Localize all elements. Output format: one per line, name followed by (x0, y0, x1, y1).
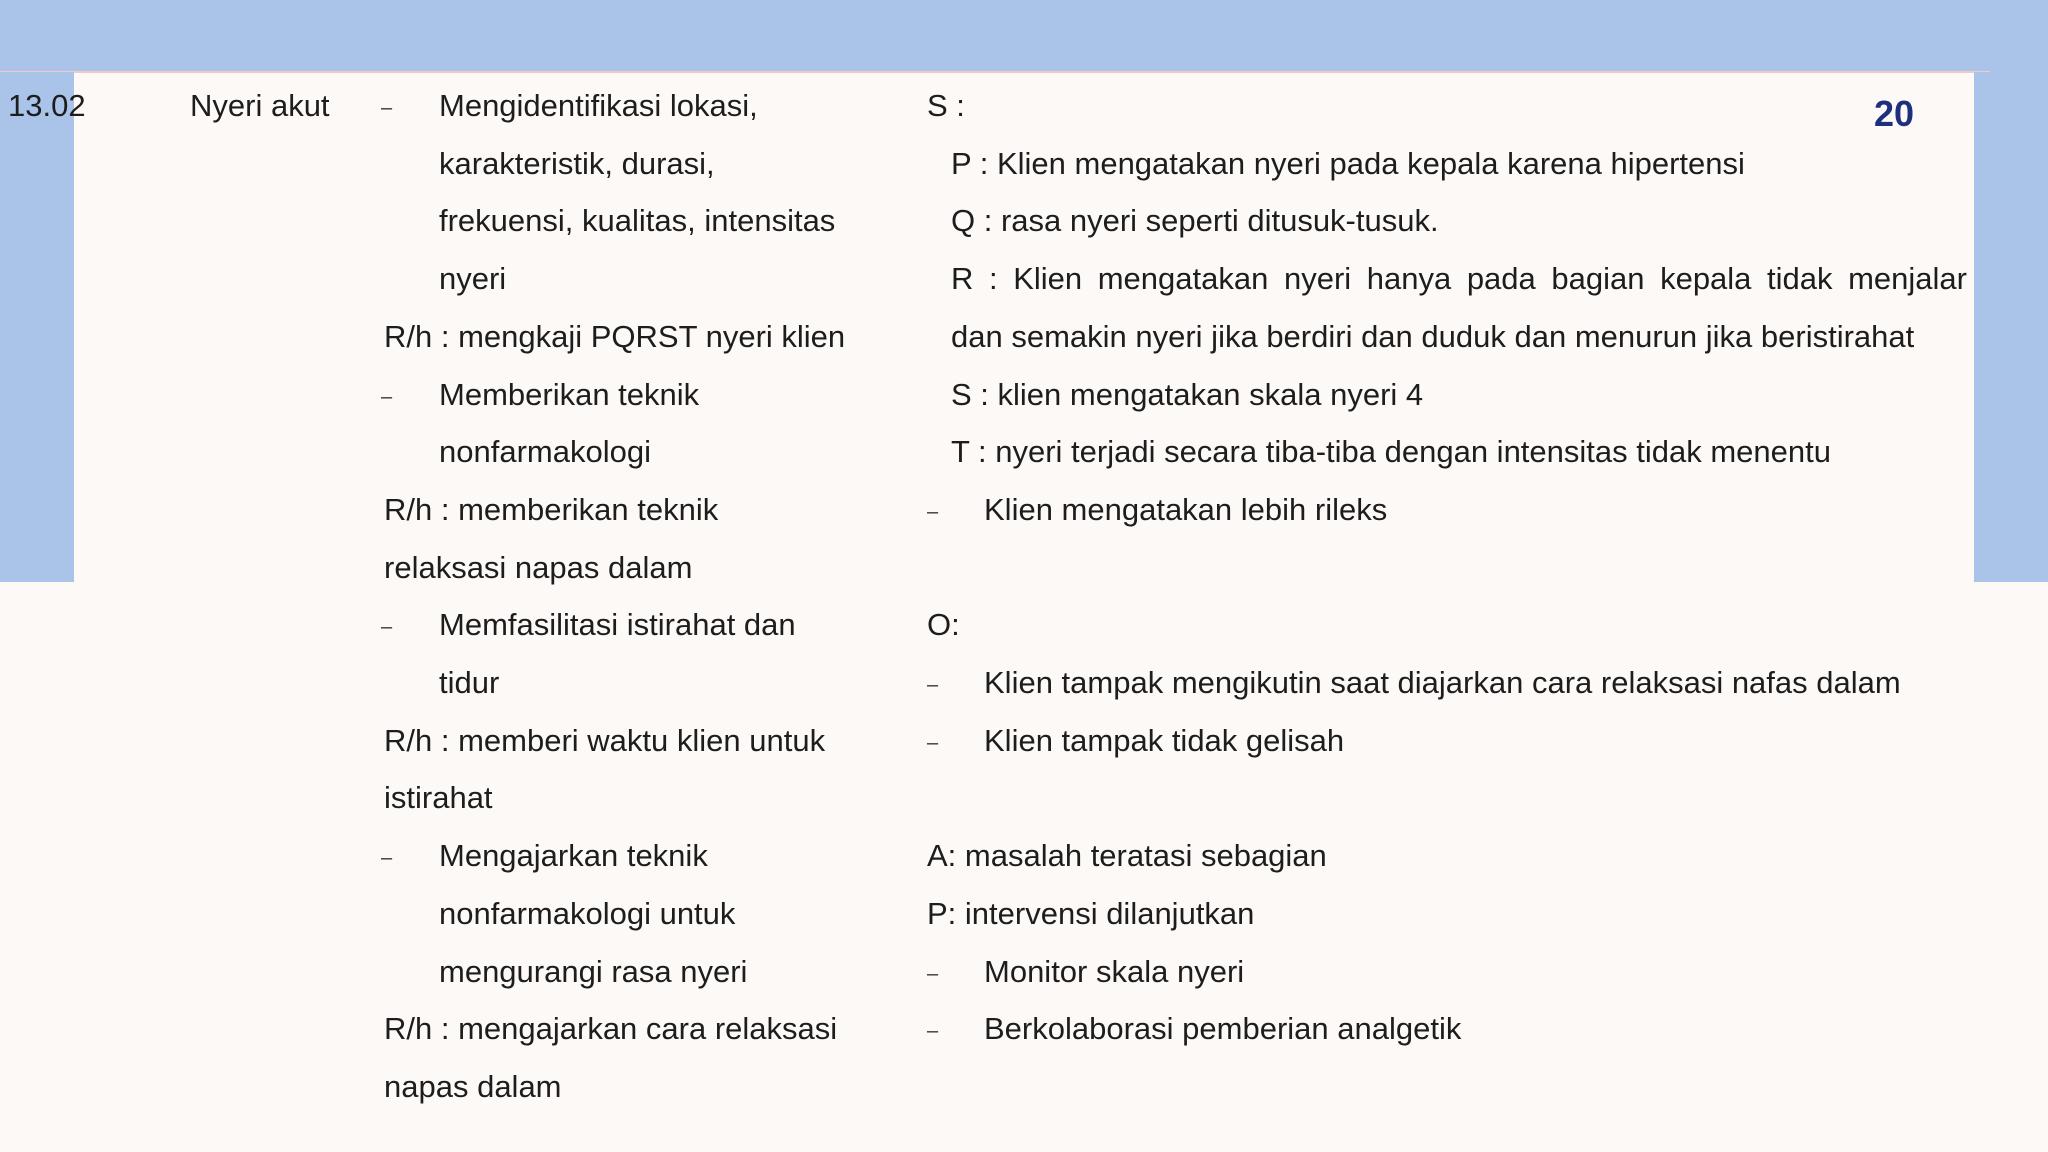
intervention-line: nyeri (439, 261, 507, 297)
rationale-line: R/h : mengajarkan cara relaksasi (384, 1011, 838, 1047)
rationale-line: R/h : memberi waktu klien untuk (384, 722, 826, 758)
evaluation-item: Berkolaborasi pemberian analgetik (984, 1011, 1462, 1047)
intervention-line: frekuensi, kualitas, intensitas (439, 203, 836, 239)
evaluation-heading: A: masalah teratasi sebagian (927, 838, 1327, 874)
intervention-line: nonfarmakologi untuk (439, 895, 736, 931)
row-code: 13.02 (8, 88, 86, 123)
diagnosis-label: Nyeri akut (190, 88, 330, 123)
bullet-dash: – (927, 674, 939, 696)
evaluation-line: P : Klien mengatakan nyeri pada kepala karena hipertensi (951, 145, 1745, 181)
right-side-band (1974, 72, 2048, 582)
evaluation-heading: S : (927, 88, 965, 123)
intervention-line: Memfasilitasi istirahat dan (439, 607, 796, 643)
bullet-dash: – (927, 1020, 939, 1043)
evaluation-item: Monitor skala nyeri (984, 953, 1245, 989)
intervention-line: mengurangi rasa nyeri (439, 953, 748, 989)
rationale-line: napas dalam (384, 1068, 562, 1104)
rationale-line: R/h : memberikan teknik (384, 491, 719, 527)
intervention-line: Mengidentifikasi lokasi, (439, 88, 758, 123)
intervention-line: tidur (439, 665, 500, 700)
evaluation-heading: P: intervensi dilanjutkan (927, 895, 1255, 931)
bullet-dash: – (927, 500, 939, 523)
bullet-dash: – (381, 97, 393, 119)
top-banner (0, 0, 2048, 72)
evaluation-line: T : nyeri terjadi secara tiba-tiba dengan intensitas tidak menentu (951, 434, 1831, 470)
page-number: 20 (1874, 93, 1915, 134)
bullet-dash: – (381, 385, 393, 408)
intervention-line: karakteristik, durasi, (439, 145, 715, 181)
bullet-dash: – (927, 962, 939, 985)
left-side-band (0, 72, 74, 582)
intervention-line: Mengajarkan teknik (439, 838, 708, 874)
bullet-dash: – (381, 847, 393, 870)
rationale-line: relaksasi napas dalam (384, 549, 693, 585)
evaluation-line: S : klien mengatakan skala nyeri 4 (951, 376, 1424, 412)
evaluation-heading: O: (927, 607, 960, 643)
bullet-dash: – (381, 616, 393, 639)
evaluation-item: Klien tampak tidak gelisah (984, 722, 1345, 758)
evaluation-item: Klien mengatakan lebih rileks (984, 491, 1388, 527)
evaluation-line: dan semakin nyeri jika berdiri dan duduk dan menurun jika beristirahat (951, 318, 1915, 354)
rationale-line: R/h : mengkaji PQRST nyeri klien (384, 318, 846, 354)
evaluation-line: Q : rasa nyeri seperti ditusuk-tusuk. (951, 203, 1439, 239)
evaluation-line: R : Klien mengatakan nyeri hanya pada bagian kepala tidak menjalar (951, 261, 1967, 297)
evaluation-item: Klien tampak mengikutin saat diajarkan cara relaksasi nafas dalam (984, 665, 1901, 700)
bullet-dash: – (927, 731, 939, 754)
header-divider (0, 71, 1990, 73)
rationale-line: istirahat (384, 780, 493, 816)
intervention-line: nonfarmakologi (439, 434, 651, 470)
intervention-line: Memberikan teknik (439, 376, 700, 412)
